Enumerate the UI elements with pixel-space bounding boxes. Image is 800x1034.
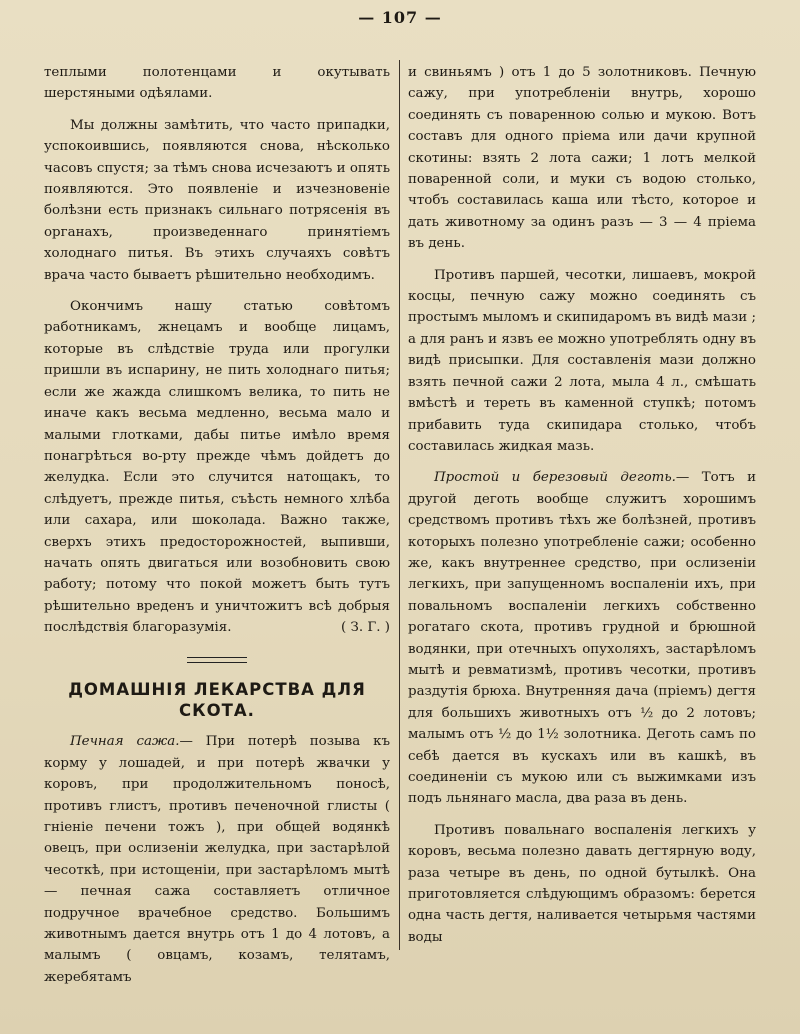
lead-term: Печная сажа. xyxy=(70,734,180,750)
paragraph-text: — При потерѣ позыва къ корму у лошадей, и при потерѣ жвачки у коровъ, при продолжительномъ поносѣ, противъ глистъ, противъ печеночной глисты ( гніеніе печени тожъ ), при общей водянкѣ овецъ, при ослизеніи желудка, при застарѣлой чесоткѣ, при истощеніи, при застарѣломъ мытѣ — печная сажа составляетъ отличное подручное врачебное средство. Большимъ животнымъ дается внутрь отъ 1 до 4 лотовъ, а малымъ ( овцамъ, козамъ, телятамъ, жеребятамъ xyxy=(44,734,390,985)
page-number: — 107 — xyxy=(358,8,442,27)
section-title: ДОМАШНІЯ ЛЕКАРСТВА ДЛЯ СКОТА. xyxy=(68,679,366,720)
paragraph xyxy=(408,467,756,810)
paragraph xyxy=(44,731,390,988)
paragraph xyxy=(44,296,390,639)
paragraph: теплыми полотенцами и окутывать шерстяными одѣялами. xyxy=(44,65,390,102)
paragraph-text: Окончимъ нашу статью совѣтомъ работникамъ, жнецамъ и вообще лицамъ, которые въ слѣдствіе труда или прогулки пришли въ испарину, не пить холоднаго питья; если же жажда слишкомъ велика, то пить не иначе какъ весьма медленно, весьма мало и малыми глотками, дабы питье имѣло время понагрѣться во-рту прежде чѣмъ дойдетъ до желудка. Если это случится натощакъ, то слѣдуетъ, прежде питья, съѣсть немного хлѣба или сахара, или шоколада. Важно также, сверхъ этихъ предосторожностей, выпивши, начать опять двигаться или возобновить свою работу; потому что покой можетъ быть тутъ рѣшительно вреденъ и уничтожитъ всѣ добрыя послѣдствія благоразумія. xyxy=(44,299,390,636)
left-column xyxy=(44,62,390,998)
paragraph: Мы должны замѣтить, что часто припадки, успокоившись, появляются снова, нѣсколько часовъ спустя; за тѣмъ снова исчезаютъ и опять появляются. Это появленіе и изчезновеніе болѣзни есть признакъ сильнаго потрясенія въ органахъ, произведеннаго принятіемъ холоднаго питья. Въ этихъ случаяхъ совѣтъ врача часто бываетъ рѣшительно необходимъ. xyxy=(44,117,390,283)
paragraph: и свиньямъ ) отъ 1 до 5 золотниковъ. Печную сажу, при употребленіи внутрь, хорошо соединять съ поваренною солью и мукою. Вотъ составъ для одного пріема или дачи крупной скотины: взять 2 лота сажи; 1 лотъ мелкой поваренной соли, и муки съ водою столько, чтобъ составилась каша или тѣсто, которое и дать животному за одинъ разъ — 3 — 4 пріема въ день. xyxy=(408,65,756,252)
paragraph: Противъ повальнаго воспаленія легкихъ у коровъ, весьма полезно давать дегтярную воду, раза четыре въ день, по одной бутылкѣ. Она приготовляется слѣдующимъ образомъ: берется одна часть дегтя, наливается четырьмя частями воды xyxy=(408,822,756,945)
section-divider xyxy=(187,657,247,663)
column-divider xyxy=(399,60,400,950)
right-column xyxy=(408,62,756,958)
lead-term: Простой и березовый деготь. xyxy=(434,470,676,486)
paragraph-text: — Тотъ и другой деготь вообще служитъ хорошимъ средствомъ противъ тѣхъ же болѣзней, противъ которыхъ полезно употребленіе сажи; особенно же, какъ внутреннее средство, при ослизеніи легкихъ, при запущенномъ воспаленіи ихъ, при повальномъ воспаленіи легкихъ собственно рогатаго скота, противъ грудной и брюшной водянки, при отечныхъ опухоляхъ, застарѣломъ мытѣ и ревматизмѣ, противъ чесотки, противъ раздутія брюха. Внутренняя дача (пріемъ) дегтя для большихъ животныхъ отъ ½ до 2 лотовъ; малымъ отъ ½ до 1½ золотника. Деготь самъ по себѣ дается въ кускахъ или въ кашкѣ, въ соединеніи съ мукою или съ выжимками изъ подъ льнянаго масла, два раза въ день. xyxy=(408,470,756,807)
author-signature: ( З. Г. ) xyxy=(341,620,390,636)
paragraph: Противъ паршей, чесотки, лишаевъ, мокрой косцы, печную сажу можно соединять съ простымъ мыломъ и скипидаромъ въ видѣ мази ; а для ранъ и язвъ ее можно употреблять одну въ видѣ присыпки. Для составленія мази должно взять печной сажи 2 лота, мыла 4 л., смѣшать вмѣстѣ и тереть въ каменной ступкѣ; потомъ прибавить туда скипидара столько, чтобъ составилась жидкая мазь. xyxy=(408,267,756,454)
